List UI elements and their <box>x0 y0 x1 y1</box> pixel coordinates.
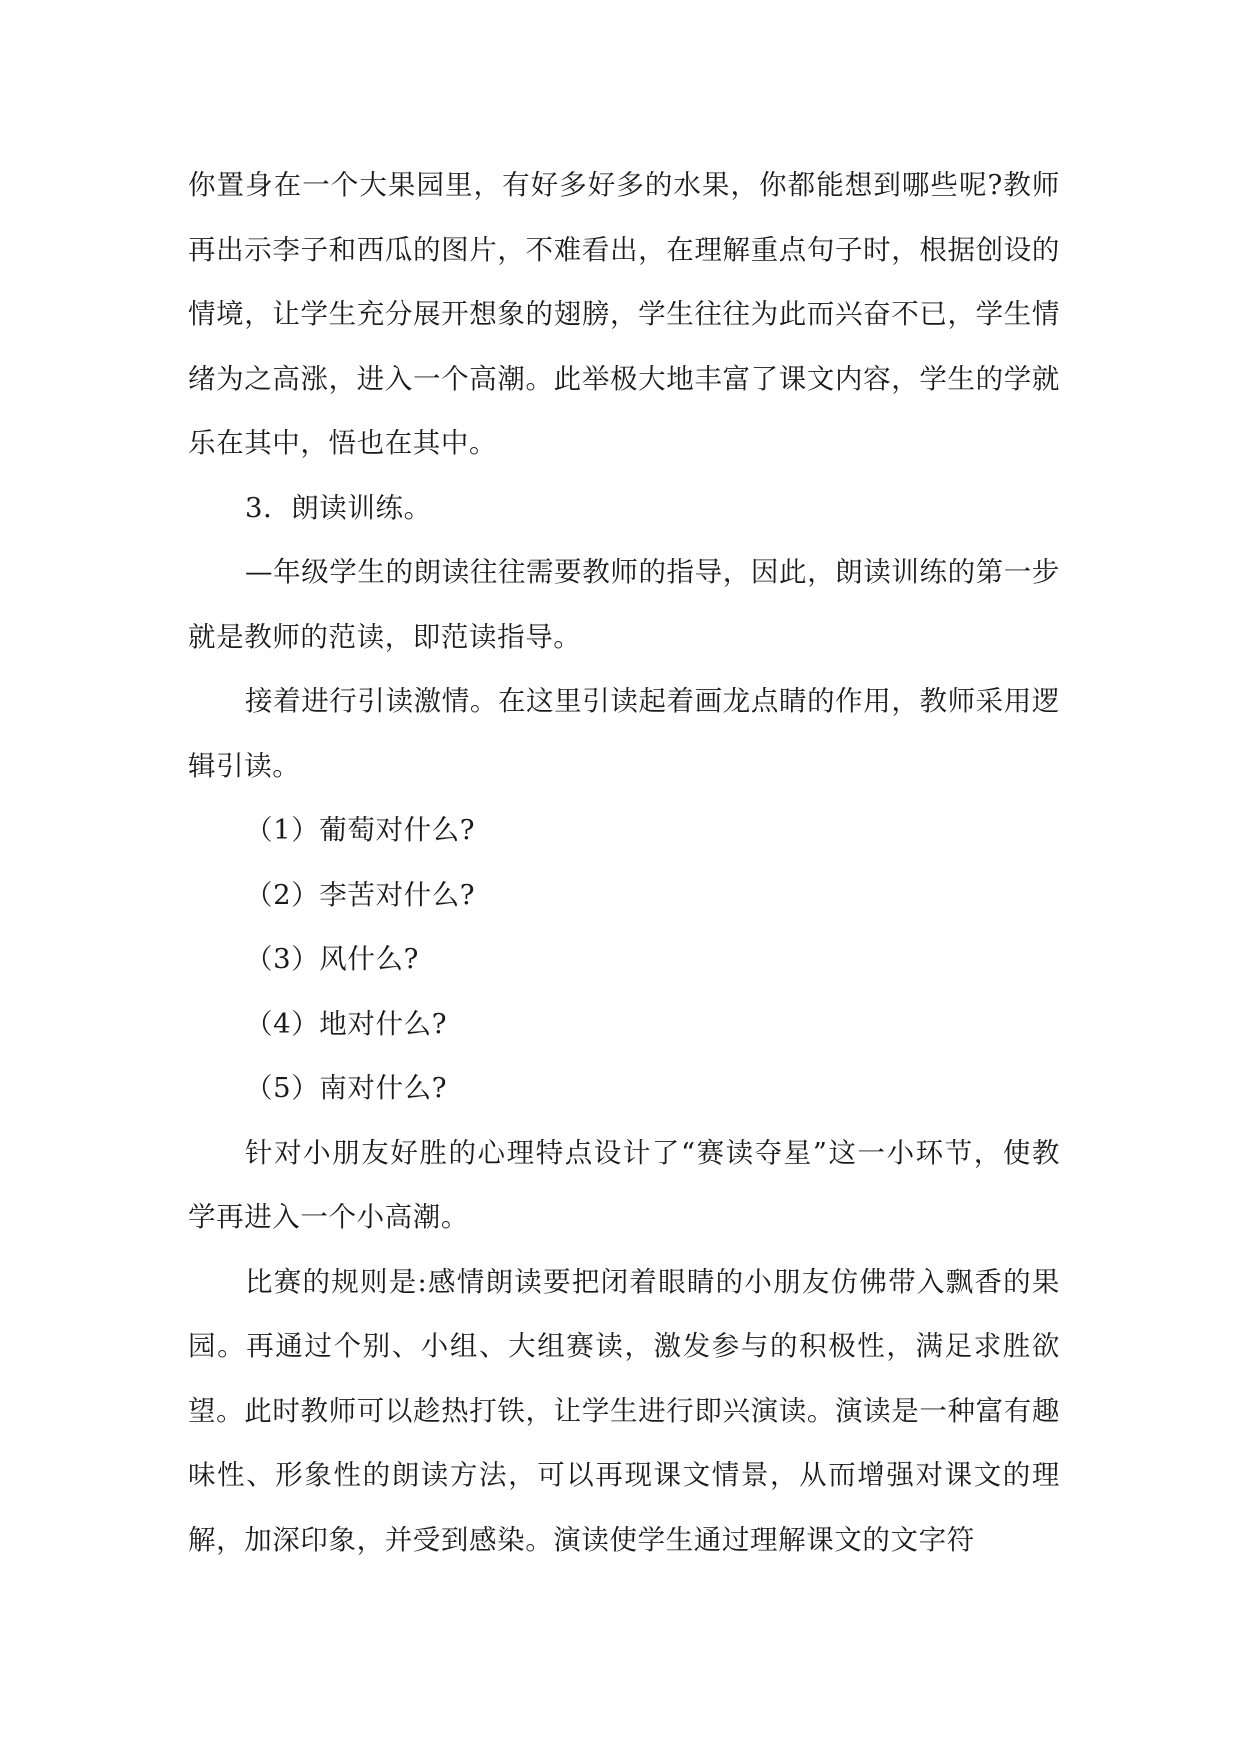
list-item: （4）地对什么? <box>245 1007 448 1040</box>
document-body <box>188 153 1060 1572</box>
paragraph-contest-rules: 比赛的规则是:感情朗读要把闭着眼睛的小朋友仿佛带入飘香的果园。再通过个别、小组、大组赛读，激发参与的积极性，满足求胜欲望。此时教师可以趁热打铁，让学生进行即兴演读。演读是一种富有趣味性、形象性的朗读方法，可以再现课文情景，从而增强对课文的理解，加深印象，并受到感染。演读使学生通过理解课文的文字符 <box>188 1265 1060 1556</box>
section-heading-reading-training: 3．朗读训练。 <box>245 491 432 524</box>
paragraph-guided-reading: 接着进行引读激情。在这里引读起着画龙点睛的作用，教师采用逻辑引读。 <box>188 685 1060 782</box>
list-item: （3）风什么? <box>245 943 419 975</box>
list-item: （1）葡萄对什么? <box>245 814 476 846</box>
paragraph-reading-contest: 针对小朋友好胜的心理特点设计了“赛读夺星”这一小环节，使教学再进入一个小高潮。 <box>188 1136 1060 1233</box>
paragraph-continuation: 你置身在一个大果园里，有好多好多的水果，你都能想到哪些呢?教师再出示李子和西瓜的图片，不难看出，在理解重点句子时，根据创设的情境，让学生充分展开想象的翅膀，学生往往为此而兴奋不已，学生情绪为之高涨，进入一个高潮。此举极大地丰富了课文内容，学生的学就乐在其中，悟也在其中。 <box>188 169 1060 459</box>
list-item: （2）李苦对什么? <box>245 878 476 911</box>
paragraph-model-reading: —年级学生的朗读往往需要教师的指导，因此，朗读训练的第一步就是教师的范读，即范读指导。 <box>188 556 1060 653</box>
list-item: （5）南对什么? <box>245 1072 448 1104</box>
